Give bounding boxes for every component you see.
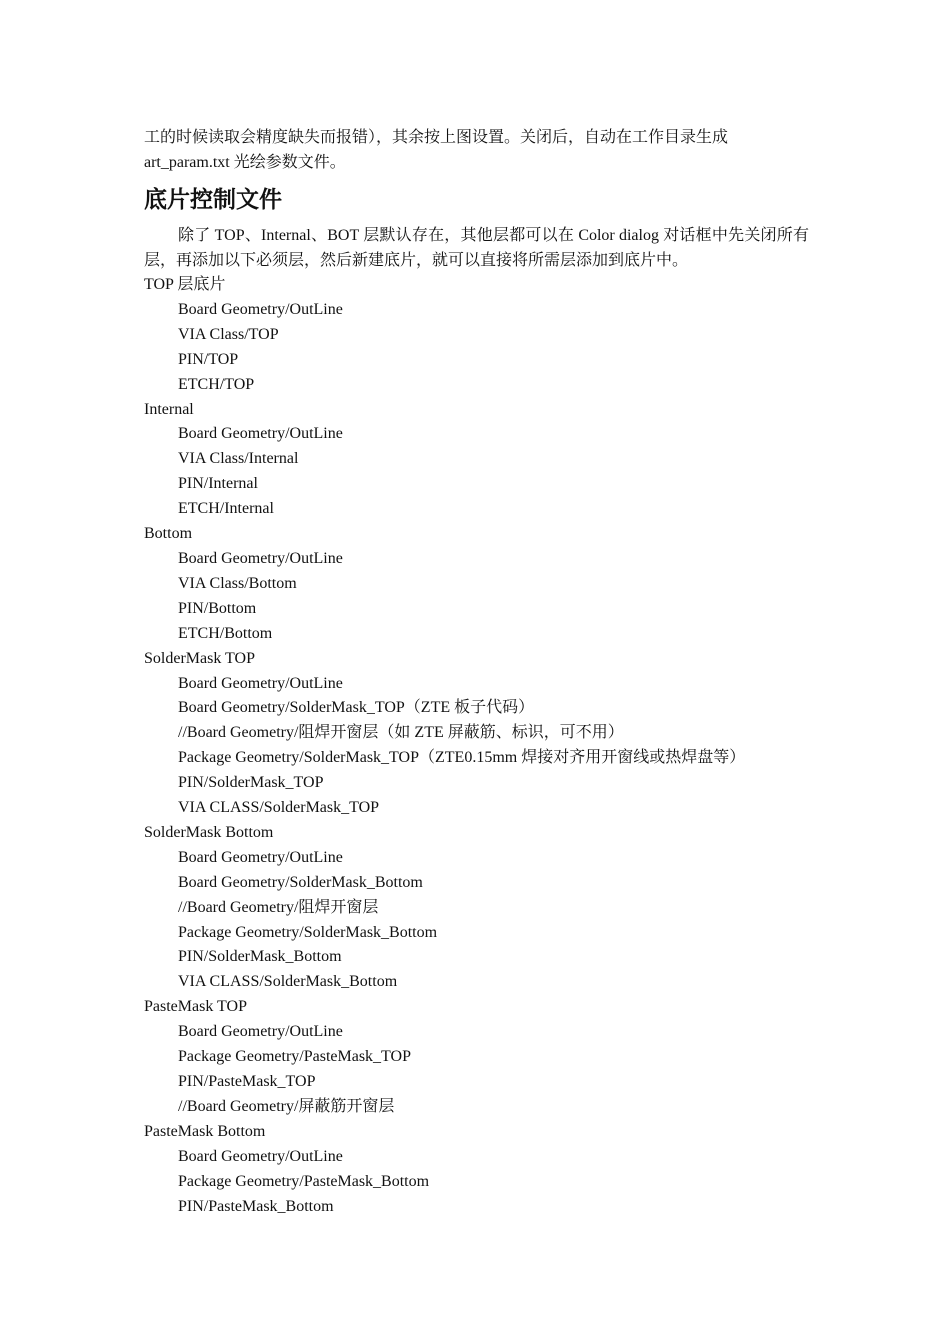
layer-item: Board Geometry/SolderMask_TOP（ZTE 板子代码） [178, 699, 535, 717]
layer-item: VIA CLASS/SolderMask_TOP [178, 799, 380, 817]
layer-item: Board Geometry/OutLine [178, 674, 343, 692]
layer-item: Board Geometry/OutLine [178, 848, 343, 866]
layer-group-title: TOP 层底片 [144, 276, 226, 293]
layer-group-title: Bottom [144, 525, 193, 543]
layer-item: PIN/SolderMask_TOP [178, 774, 324, 792]
section-heading: 底片控制文件 [144, 187, 282, 213]
layer-item: VIA CLASS/SolderMask_Bottom [178, 973, 398, 991]
layer-group-title: Internal [144, 400, 194, 418]
layer-group-list [144, 273, 809, 1219]
layer-item: VIA Class/Internal [178, 450, 299, 468]
layer-item: PIN/PasteMask_TOP [178, 1073, 316, 1090]
layer-item: PIN/SolderMask_Bottom [178, 948, 342, 966]
intro-line-2: art_param.txt 光绘参数文件。 [144, 154, 346, 171]
layer-item: //Board Geometry/阻焊开窗层（如 ZTE 屏蔽筋、标识，可不用） [178, 724, 624, 742]
layer-item: VIA Class/TOP [178, 325, 279, 343]
section-paragraph: 除了 TOP、Internal、BOT 层默认存在，其他层都可以在 Color dialog 对话框中先关闭所有层，再添加以下必须层，然后新建底片，就可以直接将所需层添加到底片中。 [144, 227, 809, 269]
layer-item: //Board Geometry/阻焊开窗层 [178, 898, 379, 916]
layer-item: Package Geometry/PasteMask_TOP [178, 1048, 411, 1066]
layer-item: PIN/Internal [178, 475, 258, 493]
layer-group-title: SolderMask TOP [144, 649, 255, 667]
layer-group-title: SolderMask Bottom [144, 823, 274, 841]
layer-item: VIA Class/Bottom [178, 574, 297, 592]
layer-item: //Board Geometry/屏蔽筋开窗层 [178, 1097, 395, 1115]
layer-item: Board Geometry/OutLine [178, 1147, 343, 1165]
intro-line-1: 工的时候读取会精度缺失而报错），其余按上图设置。关闭后，自动在工作目录生成 [144, 129, 729, 146]
layer-item: ETCH/Bottom [178, 624, 273, 642]
layer-item: PIN/PasteMask_Bottom [178, 1197, 334, 1215]
layer-group-title: PasteMask TOP [144, 998, 247, 1016]
layer-item: Package Geometry/PasteMask_Bottom [178, 1172, 430, 1190]
layer-item: Board Geometry/OutLine [178, 425, 343, 443]
layer-item: ETCH/Internal [178, 500, 274, 518]
layer-item: Package Geometry/SolderMask_Bottom [178, 923, 438, 941]
layer-item: Board Geometry/OutLine [178, 300, 343, 318]
page-content [144, 125, 809, 1219]
layer-item: Package Geometry/SolderMask_TOP（ZTE0.15mm 焊接对齐用开窗线或热焊盘等） [178, 749, 746, 767]
layer-item: PIN/TOP [178, 350, 239, 368]
layer-item: Board Geometry/OutLine [178, 1023, 343, 1041]
layer-item: Board Geometry/OutLine [178, 549, 343, 567]
layer-item: PIN/Bottom [178, 599, 257, 617]
layer-item: Board Geometry/SolderMask_Bottom [178, 873, 423, 891]
layer-item: ETCH/TOP [178, 375, 255, 393]
layer-group-title: PasteMask Bottom [144, 1122, 266, 1140]
